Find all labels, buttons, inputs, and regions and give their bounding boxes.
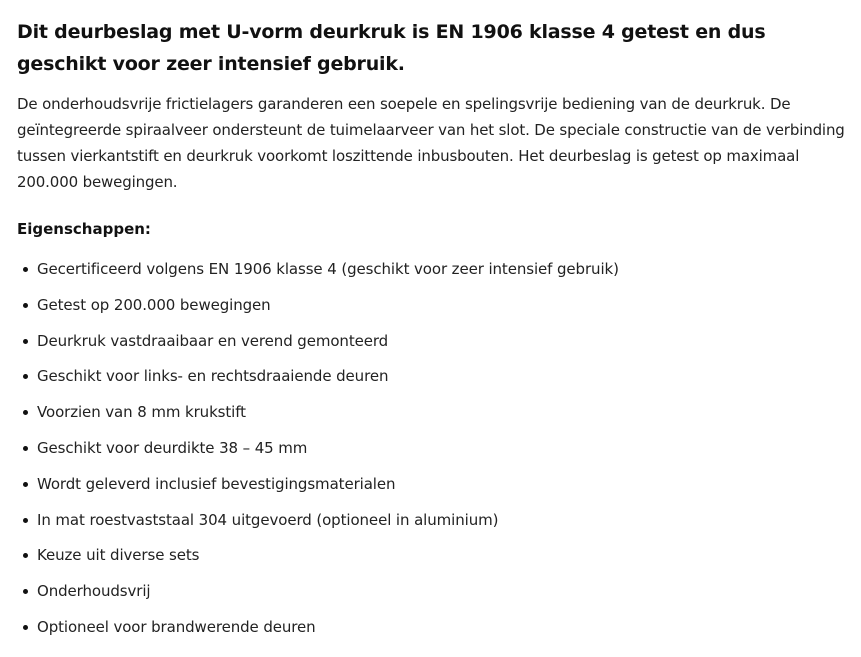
bullet-icon (23, 518, 28, 523)
list-item (17, 257, 853, 293)
bullet-icon (23, 267, 28, 272)
description-intro: De onderhoudsvrije frictielagers garanderen een soepele en spelingsvrije bediening van de deurkruk. De geïntegreerde spiraalveer ondersteunt de tuimelaarveer van het slot. De speciale constructie van de verbinding tussen vierkantstift en deurkruk voorkomt loszittende inbusbouten. Het deurbeslag is getest op maximaal 200.000 bewegingen. (17, 95, 845, 191)
list-item (17, 579, 853, 615)
bullet-icon (23, 589, 28, 594)
list-item-text: Gecertificeerd volgens EN 1906 klasse 4 (geschikt voor zeer intensief gebruik) (37, 260, 619, 278)
list-item-text: Geschikt voor deurdikte 38 – 45 mm (37, 438, 308, 457)
list-item (17, 543, 853, 579)
list-item (17, 364, 853, 400)
list-item (17, 436, 853, 472)
list-item (17, 400, 853, 436)
bullet-icon (23, 446, 28, 451)
bullet-icon (23, 303, 28, 308)
list-item-text: In mat roestvaststaal 304 uitgevoerd (optioneel in aluminium) (37, 510, 499, 529)
list-item-text: Geschikt voor links- en rechtsdraaiende deuren (37, 367, 389, 386)
description-heading: Dit deurbeslag met U-vorm deurkruk is EN 1906 klasse 4 getest en dus geschikt voor zeer intensief gebruik. (17, 21, 766, 75)
properties-title: Eigenschappen: (17, 220, 151, 238)
bullet-icon (23, 553, 28, 558)
list-item (17, 472, 853, 508)
bullet-icon (23, 374, 28, 379)
list-item-text: Wordt geleverd inclusief bevestigingsmaterialen (37, 474, 396, 493)
list-item-text: Getest op 200.000 bewegingen (37, 295, 271, 314)
bullet-icon (23, 625, 28, 630)
bullet-icon (23, 482, 28, 487)
bullet-icon (23, 339, 28, 344)
list-item-text: Onderhoudsvrij (37, 582, 151, 601)
list-item-text: Voorzien van 8 mm krukstift (37, 403, 246, 422)
list-item (17, 329, 853, 365)
bullet-icon (23, 410, 28, 415)
list-item (17, 615, 853, 651)
properties-list (17, 257, 853, 651)
list-item-text: Keuze uit diverse sets (37, 546, 200, 565)
list-item-text: Deurkruk vastdraaibaar en verend gemonteerd (37, 331, 389, 350)
list-item (17, 293, 853, 329)
product-description (17, 16, 853, 651)
list-item-text: Optioneel voor brandwerende deuren (37, 617, 316, 636)
list-item (17, 508, 853, 544)
